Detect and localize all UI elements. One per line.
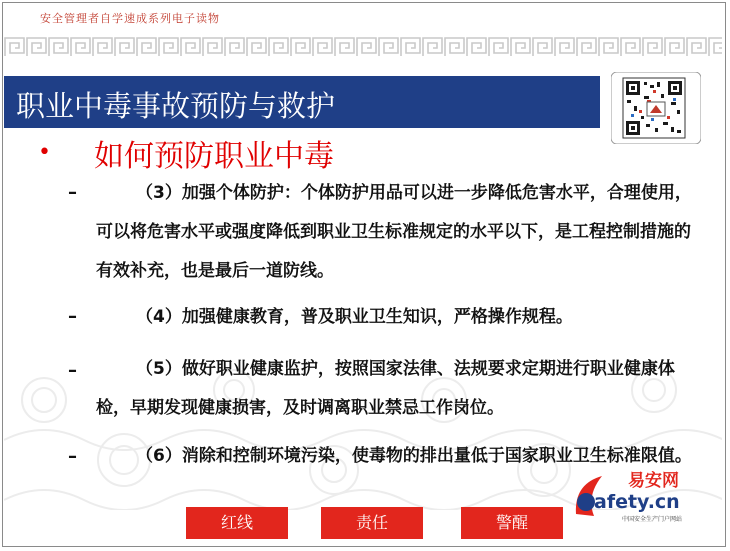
dash-icon: – bbox=[68, 306, 77, 327]
dash-icon: – bbox=[68, 360, 77, 381]
list-item: （5）做好职业健康监护，按照国家法律、法规要求定期进行职业健康体检，早期发现健康损害，及时调离职业禁忌工作岗位。 bbox=[96, 359, 675, 418]
responsibility-button[interactable]: 责任 bbox=[321, 507, 423, 539]
list-item: （4）加强健康教育，普及职业卫生知识，严格操作规程。 bbox=[136, 307, 573, 327]
dash-icon: – bbox=[68, 446, 77, 467]
section-heading: 如何预防职业中毒 bbox=[94, 139, 334, 174]
title-bar bbox=[4, 76, 600, 128]
list-item: （6）消除和控制环境污染，使毒物的排出量低于国家职业卫生标准限值。 bbox=[136, 446, 692, 466]
dash-icon: – bbox=[68, 182, 77, 203]
qr-code-icon bbox=[611, 72, 701, 144]
logo-domain: afety.cn bbox=[594, 491, 680, 513]
bullet-icon: • bbox=[38, 140, 51, 165]
fret-pattern-band bbox=[4, 36, 722, 58]
site-logo-icon bbox=[572, 466, 700, 526]
red-line-button[interactable]: 红线 bbox=[186, 507, 288, 539]
logo-tagline: 中国安全生产门户网站 bbox=[622, 516, 683, 523]
logo-name: 易安网 bbox=[628, 471, 679, 491]
alert-button[interactable]: 警醒 bbox=[461, 507, 563, 539]
slide-title: 职业中毒事故预防与救护 bbox=[16, 89, 336, 123]
series-text: 安全管理者自学速成系列电子读物 bbox=[40, 12, 220, 25]
list-item: （3）加强个体防护：个体防护用品可以进一步降低危害水平，合理使用，可以将危害水平或强度降低到职业卫生标准规定的水平以下，是工程控制措施的有效补充，也是最后一道防线。 bbox=[96, 183, 692, 281]
